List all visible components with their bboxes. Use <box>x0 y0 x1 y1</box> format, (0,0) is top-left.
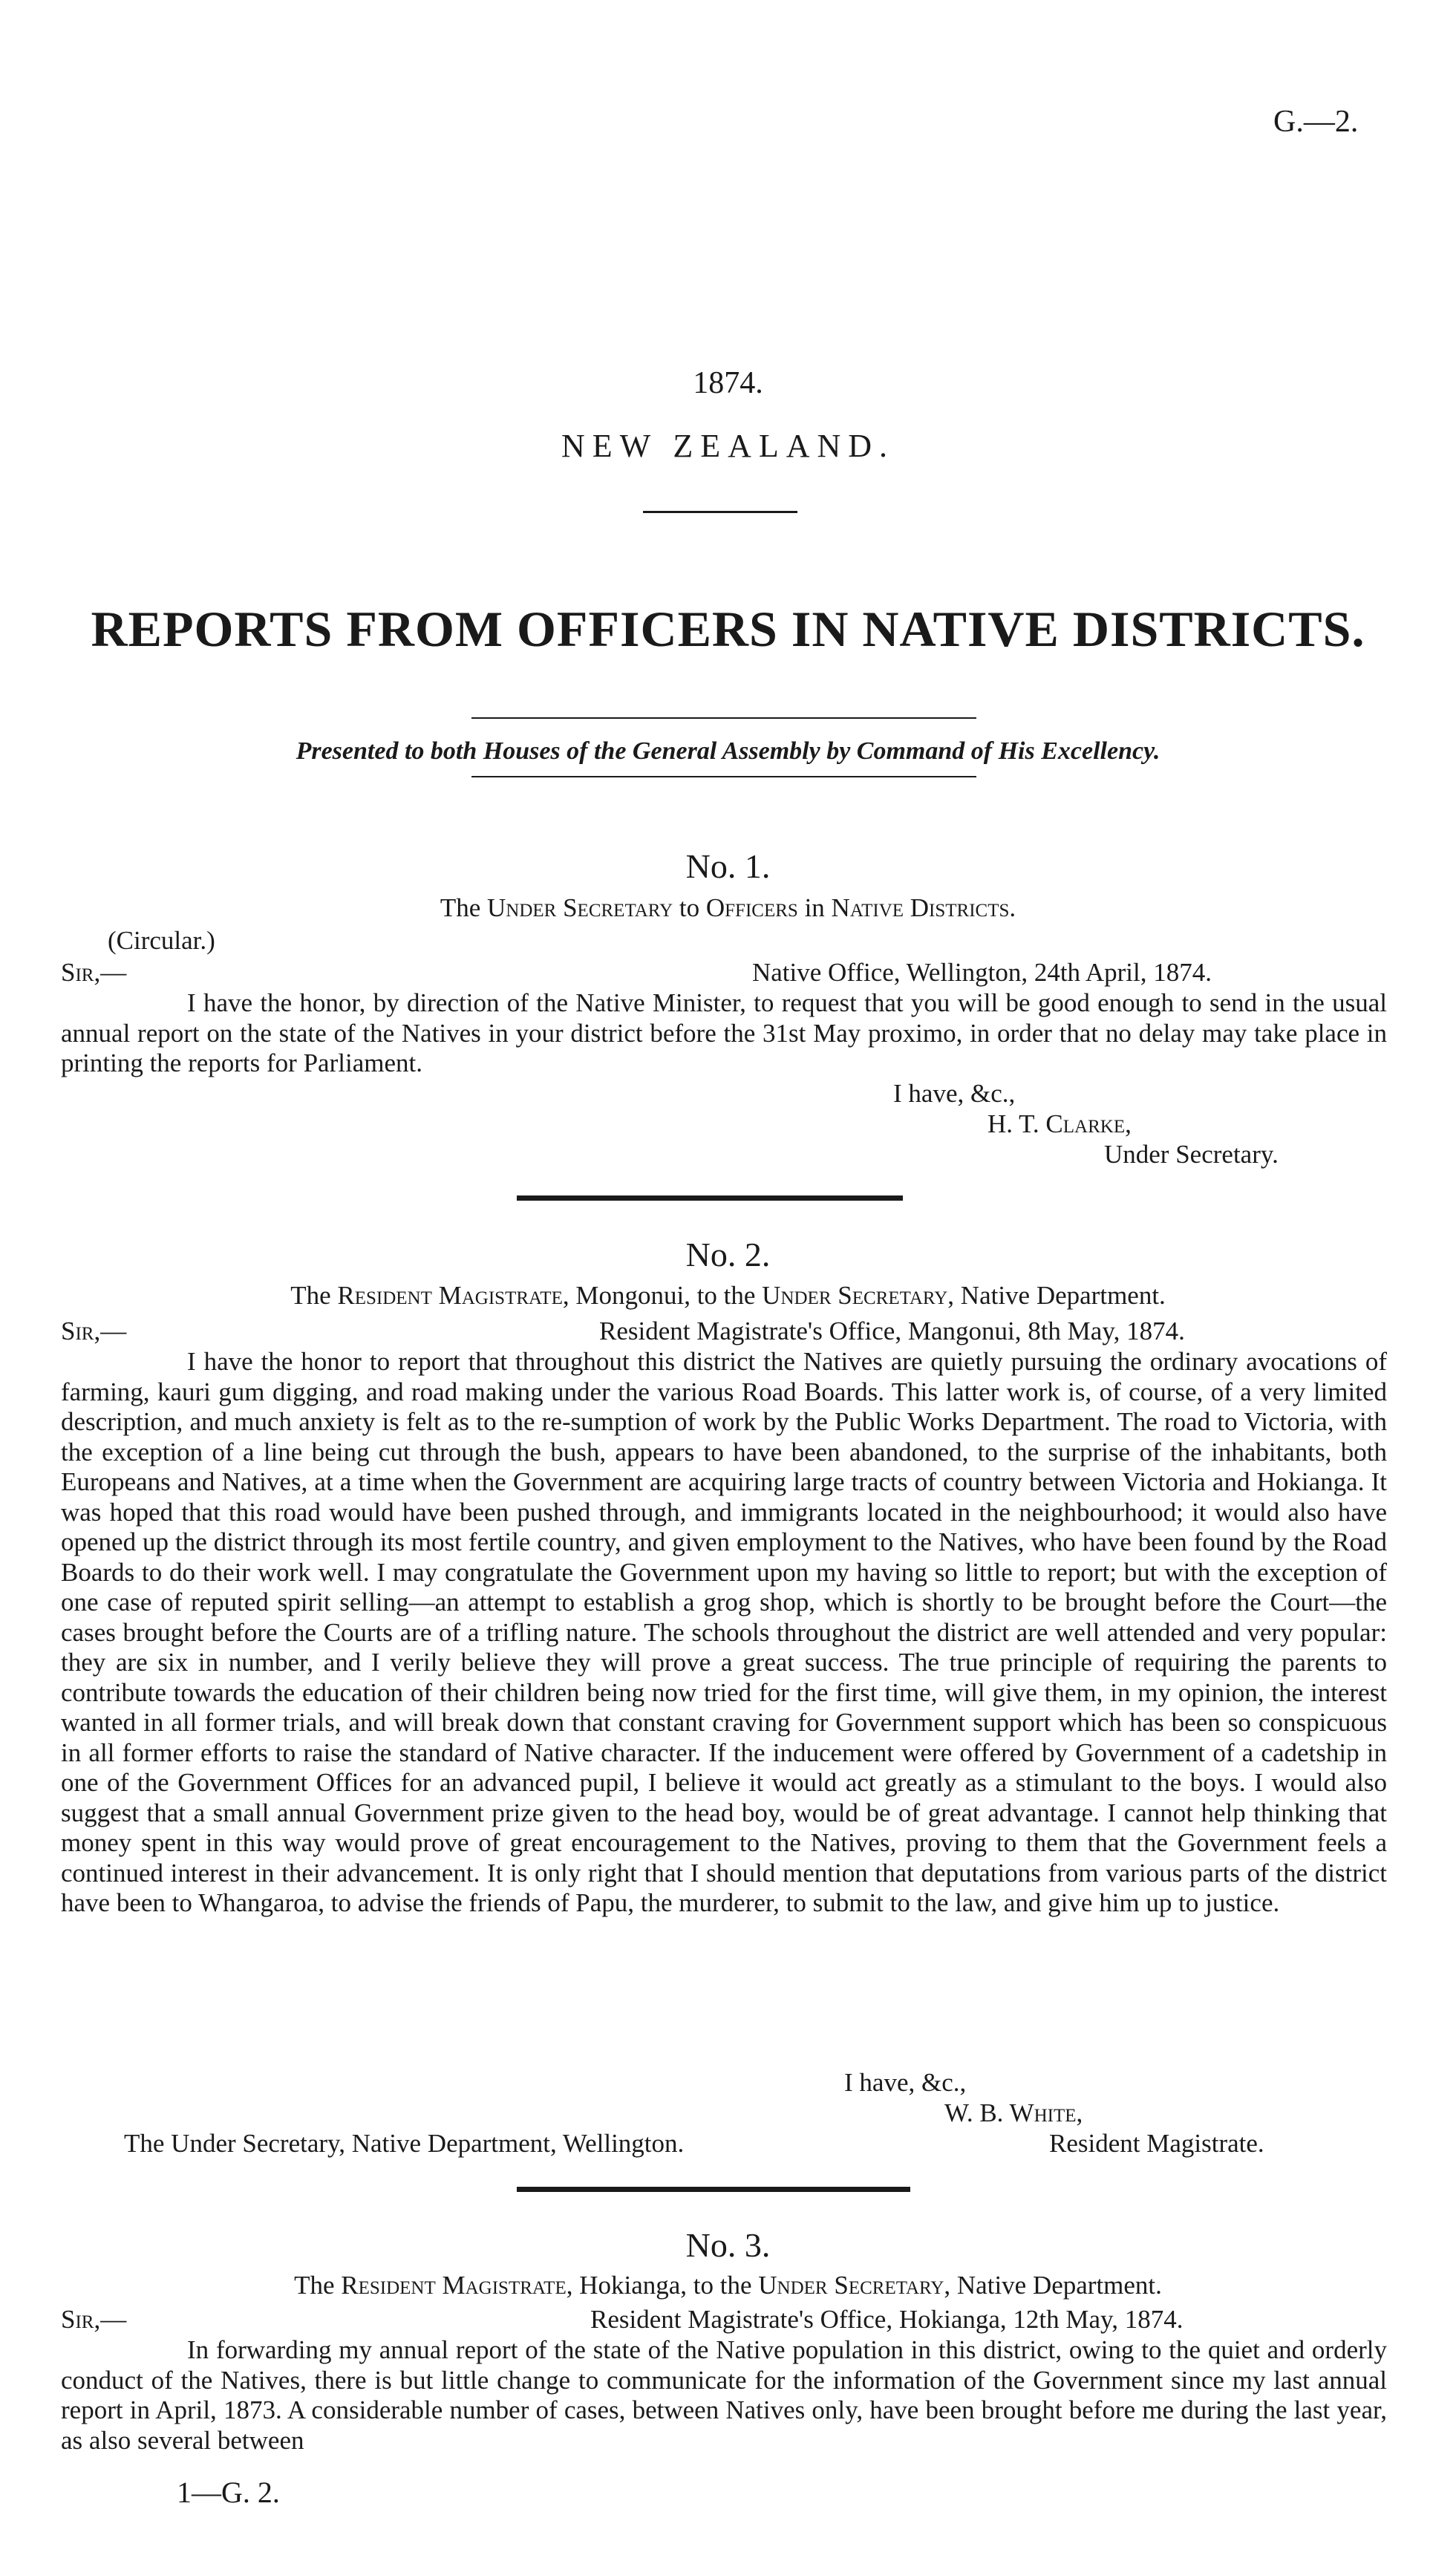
page-id: G.—2. <box>1273 105 1359 139</box>
no1-place-date: Native Office, Wellington, 24th April, 1874. <box>752 958 1212 987</box>
no2-place-date: Resident Magistrate's Office, Mangonui, 8th May, 1874. <box>599 1317 1185 1345</box>
no2-signer-title: Resident Magistrate. <box>1049 2129 1264 2158</box>
no1-signer: H. T. Clarke, <box>987 1109 1132 1138</box>
no1-closing: I have, &c., <box>893 1079 1016 1108</box>
year: 1874. <box>693 366 763 400</box>
presented-rule-bottom <box>471 776 976 777</box>
no3-heading: The Resident Magistrate, Hokianga, to the Under Secretary, Native Department. <box>294 2271 1162 2300</box>
no1-body: I have the honor, by direction of the Native Minister, to request that you will be good enough to send in the usual annual report on the state of the Natives in your district before the 31st May proximo, in order that no delay may take place in printing the reports for Parliament. <box>61 988 1387 1077</box>
no2-signer: W. B. White, <box>944 2098 1083 2127</box>
no2-salutation: Sir,— <box>61 1317 127 1345</box>
main-title: REPORTS FROM OFFICERS IN NATIVE DISTRICTS. <box>91 601 1365 657</box>
section-divider-2 <box>517 2187 910 2192</box>
presented-rule-top <box>471 717 976 719</box>
no2-number: No. 2. <box>685 1236 771 1273</box>
no2-closing: I have, &c., <box>844 2068 967 2097</box>
section-divider-1 <box>517 1195 903 1201</box>
country: NEW ZEALAND. <box>561 428 895 464</box>
no2-body: I have the honor to report that throughout this district the Natives are quietly pursuing the ordinary avocations of farming, kauri gum digging, and road making under the various Road Boards. This latter work is, of course, of a very limited description, and much anxiety is felt as to the re-sumption of work by the Public Works Department. The road to Victoria, with the exception of a line being cut through the bush, appears to have been abandoned, to the surprise of the inhabitants, both Europeans and Natives, at a time when the Government are acquiring large tracts of country between Victoria and Hokianga. It was hoped that this road would have been pushed through, and immigrants located in the neighbourhood; it would also have opened up the district through its most fertile country, and given employment to the Natives, who have been found by the Road Boards to do their work well. I may congratulate the Government upon my having so little to report; but with the exception of one case of reputed spirit selling—an attempt to establish a grog shop, which is shortly to be brought before the Court—the cases brought before the Courts are of a trifling nature. The schools throughout the district are well attended and very popular: they are six in number, and I verily believe they will prove a great success. The true principle of requiring the parents to contribute towards the education of their children being now tried for the first time, will give them, in my opinion, the interest wanted in all former trials, and will break down that constant craving for Government support which has been so conspicuous in all former efforts to raise the standard of Native character. If the inducement were offered by Government of a cadetship in one of the Government Offices for an advanced pupil, I believe it would act greatly as a stimulant to the boys. I would also suggest that a small annual Government prize given to the head boy, would be of great advantage. I cannot help thinking that money spent in this way would prove of great encouragement to the Natives, proving to them that the Government feels a continued interest in their advancement. It is only right that I should mention that deputations from various parts of the district have been to Whangaroa, to advise the friends of Papu, the murderer, to submit to the law, and give him up to justice. <box>61 1347 1387 1917</box>
title-divider <box>643 511 797 513</box>
no1-salutation: Sir,— <box>61 958 127 987</box>
no3-place-date: Resident Magistrate's Office, Hokianga, 12th May, 1874. <box>590 2305 1184 2334</box>
no2-heading: The Resident Magistrate, Mongonui, to the Under Secretary, Native Department. <box>290 1281 1166 1310</box>
no1-signer-title: Under Secretary. <box>1104 1140 1279 1169</box>
no2-addressee: The Under Secretary, Native Department, Wellington. <box>124 2129 685 2158</box>
no3-body: In forwarding my annual report of the state of the Native population in this district, owing to the quiet and orderly conduct of the Natives, there is but little change to communicate for the information of the Government since my last annual report in April, 1873. A considerable number of cases, between Natives only, have been brought before me during the last year, as also several between <box>61 2335 1387 2455</box>
no3-number: No. 3. <box>685 2226 771 2264</box>
no1-circular: (Circular.) <box>108 926 215 955</box>
no3-salutation: Sir,— <box>61 2305 127 2334</box>
presented-line: Presented to both Houses of the General Assembly by Command of His Excellency. <box>296 737 1160 765</box>
no1-number: No. 1. <box>685 847 771 885</box>
signature-mark: 1—G. 2. <box>177 2476 280 2509</box>
no1-heading: The Under Secretary to Officers in Native Districts. <box>440 893 1016 922</box>
